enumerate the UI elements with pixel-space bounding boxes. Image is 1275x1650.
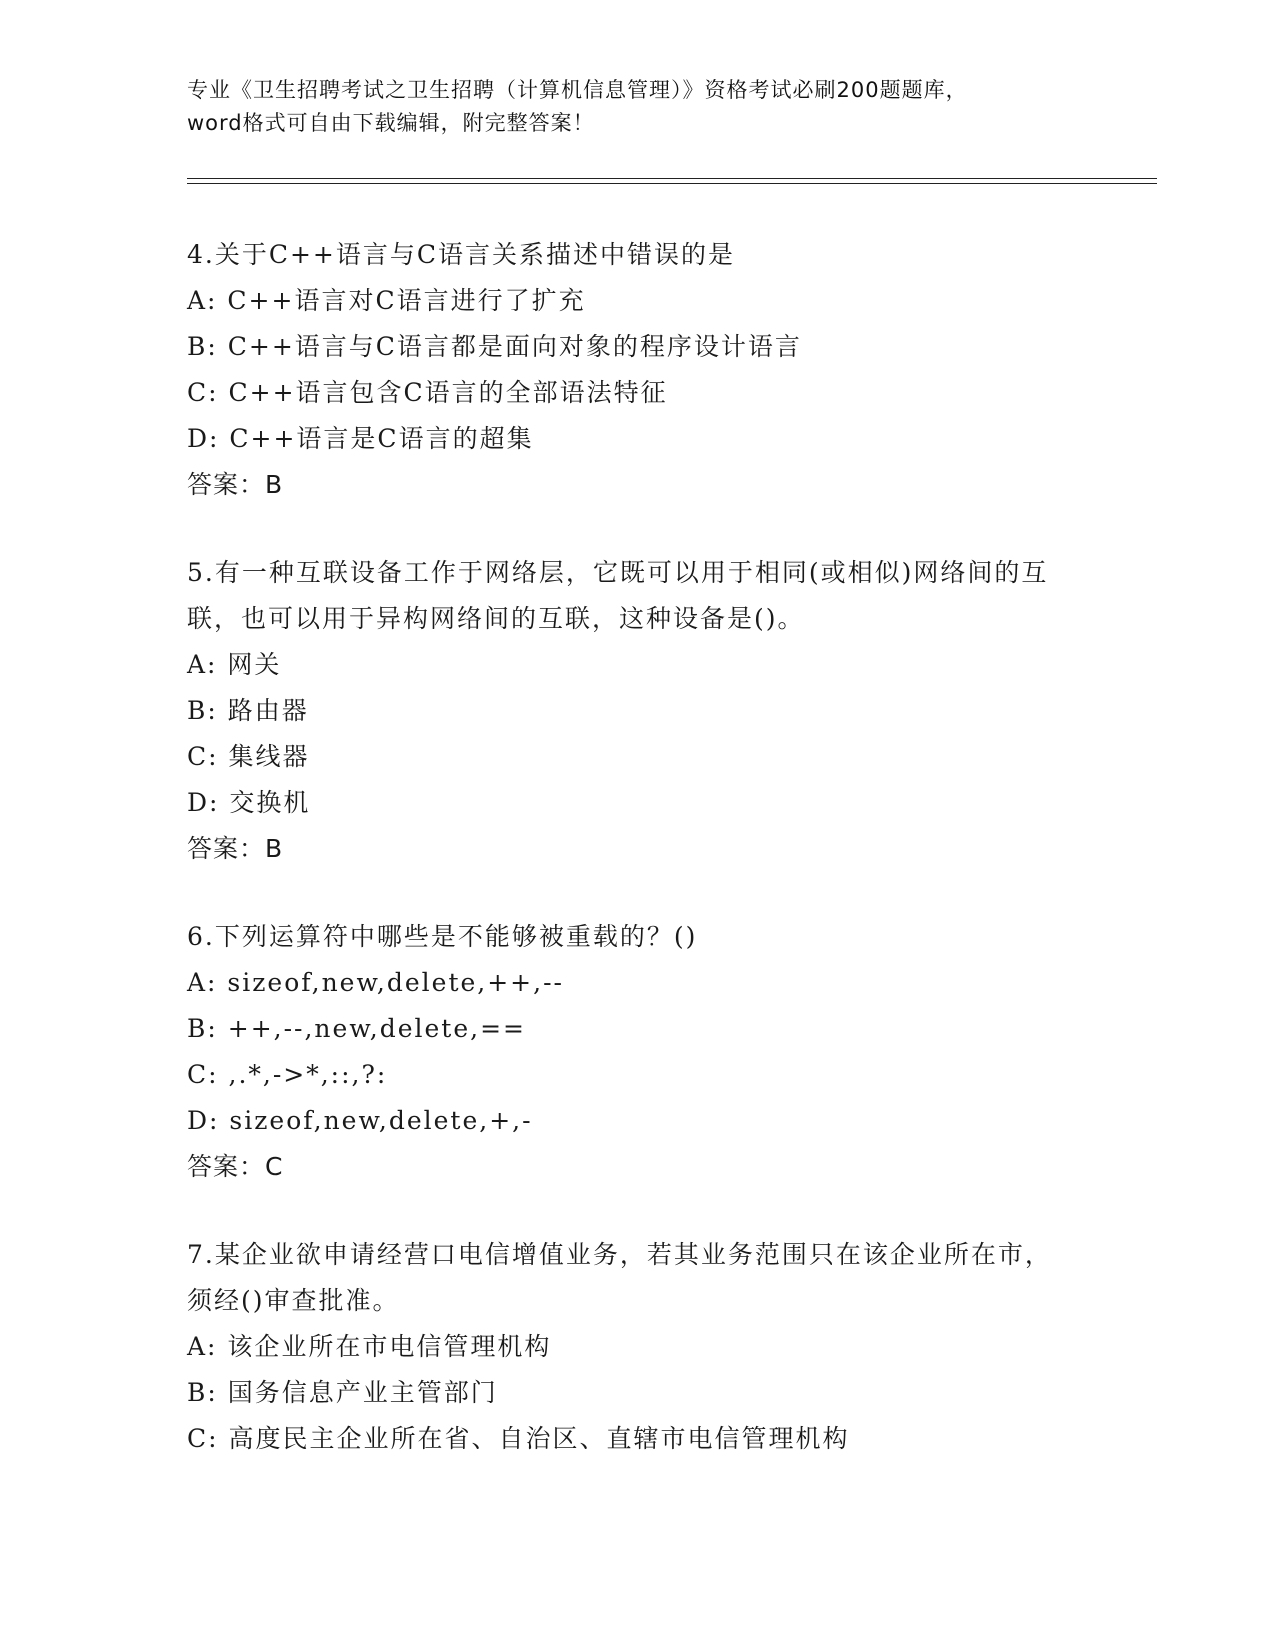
option-d: D: C++语言是C语言的超集 [187,424,534,453]
option-c: C: C++语言包含C语言的全部语法特征 [187,378,668,407]
option-b: B: ++,--,new,delete,== [187,1014,526,1043]
option-d: D: 交换机 [187,788,311,817]
option-c: C: 集线器 [187,742,310,771]
question-7 [187,1232,1087,1462]
option-c: C: 高度民主企业所在省、自治区、直辖市电信管理机构 [187,1424,850,1453]
header-divider-top [187,178,1157,179]
header-line-2: word格式可自由下载编辑，附完整答案！ [187,111,595,135]
answer-label: 答案：C [187,1152,284,1181]
option-a: A: C++语言对C语言进行了扩充 [187,286,586,315]
answer-label: 答案：B [187,470,284,499]
question-stem: 6.下列运算符中哪些是不能够被重载的？() [187,922,698,951]
option-a: A: 网关 [187,650,282,679]
question-list [187,232,1087,1504]
option-a: A: sizeof,new,delete,++,-- [187,968,564,997]
option-d: D: sizeof,new,delete,+,- [187,1106,533,1135]
question-stem: 7.某企业欲申请经营口电信增值业务，若其业务范围只在该企业所在市，须经()审查批准。 [187,1240,1052,1315]
question-stem: 5.有一种互联设备工作于网络层，它既可以用于相同(或相似)网络间的互联，也可以用于异构网络间的互联，这种设备是()。 [187,558,1049,633]
question-6 [187,914,1087,1190]
header-divider-bottom [187,183,1157,184]
question-stem: 4.关于C++语言与C语言关系描述中错误的是 [187,240,736,269]
document-header [187,74,1107,140]
option-b: B: 国务信息产业主管部门 [187,1378,498,1407]
question-4 [187,232,1087,508]
option-c: C: ,.*,->*,::,?: [187,1060,388,1089]
answer-label: 答案：B [187,834,284,863]
header-line-1: 专业《卫生招聘考试之卫生招聘（计算机信息管理）》资格考试必刷200题题库， [187,78,968,102]
option-b: B: 路由器 [187,696,309,725]
option-a: A: 该企业所在市电信管理机构 [187,1332,552,1361]
question-5 [187,550,1087,872]
option-b: B: C++语言与C语言都是面向对象的程序设计语言 [187,332,802,361]
